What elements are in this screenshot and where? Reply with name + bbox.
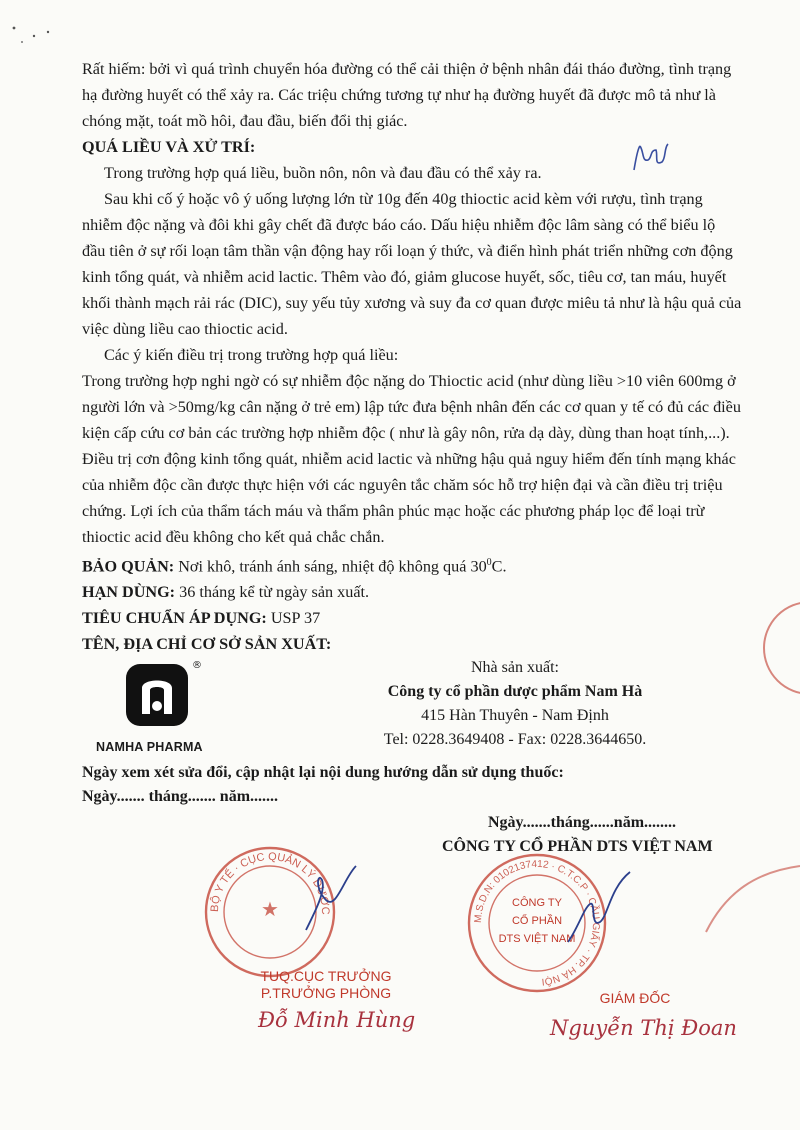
paragraph-rare-effects: Rất hiếm: bởi vì quá trình chuyển hóa đường có thể cải thiện ở bệnh nhân đái tháo đường, tình trạng hạ đường huyết có thể xảy ra. Các triệu chứng tương tự như hạ đường huyết đã được mô tả như là chóng mặt, toát mồ hôi, đau đầu, biến đổi thị giác. — [82, 60, 732, 130]
storage-line — [82, 550, 742, 579]
paragraph-treatment-heading: Các ý kiến điều trị trong trường hợp quá liều: — [104, 346, 399, 364]
left-stamp-star-icon: ★ — [261, 899, 279, 921]
right-stamp-line2: CỔ PHẦN — [511, 915, 563, 927]
right-stamp-line1: CÔNG TY — [512, 897, 562, 909]
right-signatory-title: GIÁM ĐỐC — [599, 990, 671, 1006]
standard-value: USP 37 — [266, 609, 321, 628]
storage-sup: 0 — [486, 557, 492, 568]
manufacturer-label: Nhà sản xuất: — [471, 659, 559, 676]
initial-mark — [628, 140, 676, 180]
manufacturer-info — [350, 656, 680, 752]
namha-n-icon — [126, 664, 188, 726]
review-date-left: Ngày....... tháng....... năm....... — [82, 788, 279, 805]
expiry-line — [82, 579, 742, 605]
storage-label: BẢO QUẢN: — [82, 557, 175, 576]
paragraph-treatment: Trong trường hợp nghi ngờ có sự nhiễm độc nặng do Thioctic acid (như dùng liều >10 viên 600mg ở người lớn và >50mg/kg cân nặng ở trẻ em) lập tức đưa bệnh nhân đến các cơ quan y tế có đủ các điều kiện cấp cứu cơ bản các trường hợp nhiễm độc ( như là gây nôn, rửa dạ dày, dùng than hoạt tính,...). Điều trị cơn động kinh tổng quát, nhiễm acid lactic và những hậu quả nguy hiểm đến tính mạng khác của nhiễm độc cần được thực hiện với các nguyên tắc chăm sóc hỗ trợ hiện đại và cần điều trị triệu chứng. Lợi ích của thẩm tách máu và thẩm phân phúc mạc hoặc các phương pháp lọc để loại trừ thioctic acid đều không cho kết quả chắc chắn. — [82, 372, 741, 546]
namha-logo — [96, 660, 236, 754]
paragraph-overdose-reports: Sau khi cố ý hoặc vô ý uống lượng lớn từ 10g đến 40g thioctic acid kèm với rượu, tình trạng nhiễm độc nặng và đôi khi gây chết đã được báo cáo. Dấu hiệu nhiễm độc lâm sàng có thể biểu lộ đầu tiên ở sự rối loạn tâm thần vận động hay rối loạn ý thức, và điển hình phát triển những cơn động kinh tổng quát, và nhiễm acid lactic. Thêm vào đó, giảm glucose huyết, sốc, tiêu cơ, tan máu, huyết khối thành mạch rải rác (DIC), suy yếu tủy xương và suy đa cơ quan được miêu tả như là hậu quả của việc dùng liều cao thioctic acid. — [82, 190, 742, 338]
left-signature — [296, 860, 366, 940]
scan-dots — [10, 22, 70, 52]
right-stamp-line3: DTS VIỆT NAM — [498, 933, 576, 945]
manufacturer-contact: Tel: 0228.3649408 - Fax: 0228.3644650. — [383, 731, 647, 748]
storage-end: C. — [491, 557, 507, 576]
left-stamp-text: BỘ Y TẾ · CỤC QUẢN LÝ DƯỢC — [208, 850, 332, 915]
paragraph-overdose-symptoms: Trong trường hợp quá liều, buồn nôn, nôn và đau đầu có thể xảy ra. — [104, 164, 542, 182]
namha-logo-mark — [126, 660, 202, 726]
left-signatory-line2: P.TRƯỞNG PHÒNG — [260, 985, 392, 1001]
expiry-value: 36 tháng kể từ ngày sản xuất. — [175, 583, 370, 602]
right-signatory-name: Nguyễn Thị Đoan — [550, 1016, 737, 1040]
standard-label: TIÊU CHUẨN ÁP DỤNG: — [82, 609, 267, 628]
dts-company-name: CÔNG TY CỔ PHẦN DTS VIỆT NAM — [442, 838, 713, 855]
edge-stamp-fragment — [748, 598, 800, 698]
edge-stamp-fragment-2 — [696, 852, 800, 942]
heading-overdose: QUÁ LIỀU VÀ XỬ TRÍ: — [82, 138, 256, 156]
storage-value: Nơi khô, tránh ánh sáng, nhiệt độ không quá 30 — [174, 557, 487, 576]
right-signature — [560, 868, 640, 948]
logo-name: NAMHA PHARMA — [96, 740, 203, 754]
right-stamp-ring-text: M.S.D.N: 0102137412 · C.T.C.P · CẦU GIẤY · TP. HÀ NỘI — [472, 858, 602, 987]
review-title: Ngày xem xét sửa đổi, cập nhật lại nội dung hướng dẫn sử dụng thuốc: — [82, 764, 564, 781]
registered-mark: ® — [192, 660, 202, 671]
left-signatory-name: Đỗ Minh Hùng — [258, 1008, 416, 1032]
manufacturer-address: 415 Hàn Thuyên - Nam Định — [421, 707, 609, 724]
expiry-label: HẠN DÙNG: — [82, 583, 176, 602]
left-signatory — [236, 968, 416, 1002]
manufacturer-company: Công ty cổ phần dược phẩm Nam Hà — [387, 683, 643, 700]
left-signatory-line1: TUQ.CỤC TRƯỞNG — [260, 968, 392, 984]
producer-heading: TÊN, ĐỊA CHỈ CƠ SỞ SẢN XUẤT: — [82, 635, 332, 654]
standard-line — [82, 605, 742, 631]
review-date-right: Ngày.......tháng......năm........ — [488, 814, 677, 831]
